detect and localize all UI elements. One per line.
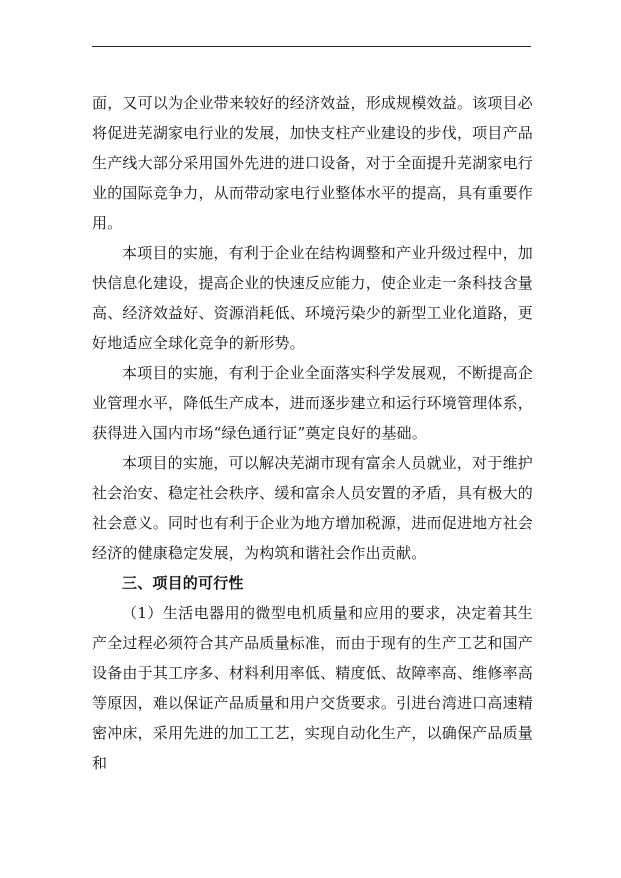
- header-rule: [92, 46, 531, 47]
- body-paragraph: 本项目的实施，有利于企业在结构调整和产业升级过程中，加快信息化建设，提高企业的快速反应能力，使企业走一条科技含量高、经济效益好、资源消耗低、环境污染少的新型工业化道路，更好地适应全球化竞争的新形势。: [92, 244, 533, 352]
- body-paragraph: 本项目的实施，有利于企业全面落实科学发展观，不断提高企业管理水平，降低生产成本，进而逐步建立和运行环境管理体系，获得进入国内市场“绿色通行证”奠定良好的基础。: [92, 364, 533, 442]
- body-paragraph: （1）生活电器用的微型电机质量和应用的要求，决定着其生产全过程必须符合其产品质量标准，而由于现有的生产工艺和国产设备由于其工序多、材料利用率低、精度低、故障率高、维修率高等原因，难以保证产品质量和用户交货要求。引进台湾进口高速精密冲床，采用先进的加工工艺，实现自动化生产，以确保产品质量和: [92, 604, 533, 772]
- body-paragraph: 本项目的实施，可以解决芜湖市现有富余人员就业，对于维护社会治安、稳定社会秩序、缓和富余人员安置的矛盾，具有极大的社会意义。同时也有利于企业为地方增加税源，进而促进地方社会经济的健康稳定发展，为构筑和谐社会作出贡献。: [92, 454, 533, 562]
- body-paragraph-continued: 面，又可以为企业带来较好的经济效益，形成规模效益。该项目必将促进芜湖家电行业的发展，加快支柱产业建设的步伐，项目产品生产线大部分采用国外先进的进口设备，对于全面提升芜湖家电行业的国际竞争力，从而带动家电行业整体水平的提高，具有重要作用。: [92, 94, 533, 232]
- section-heading: 三、项目的可行性: [122, 574, 244, 592]
- document-body: [92, 88, 533, 778]
